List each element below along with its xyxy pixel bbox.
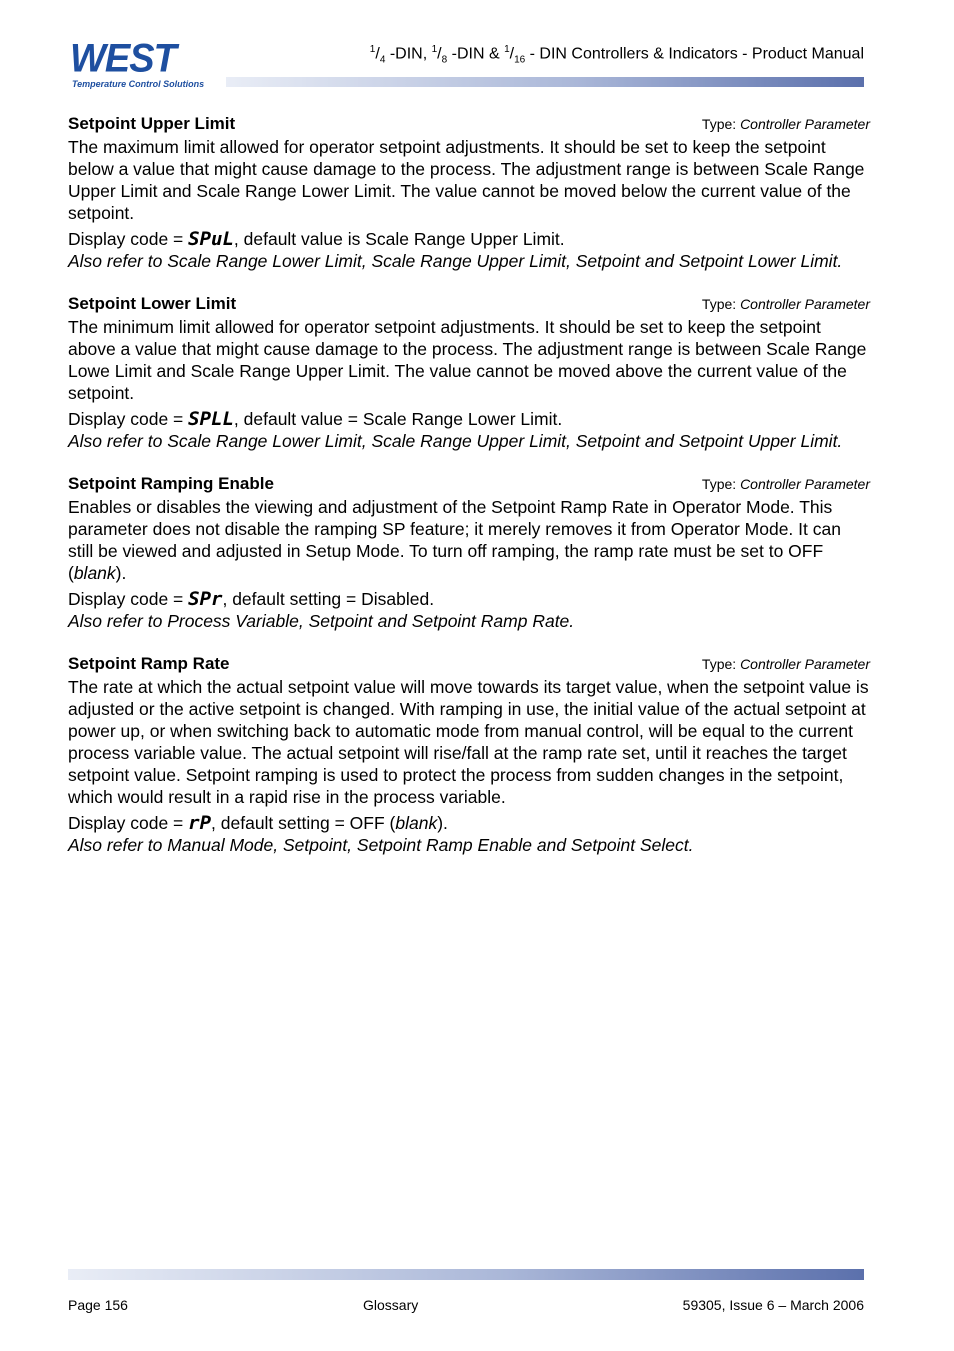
type-label: Type: xyxy=(701,476,741,492)
entry-setpoint-upper-limit xyxy=(68,114,870,272)
entry-display-code xyxy=(68,408,870,430)
display-code-glyph: SPr xyxy=(188,588,223,610)
entry-refer: Also refer to Scale Range Lower Limit, Scale Range Upper Limit, Setpoint and Setpoint Lower Limit. xyxy=(68,251,843,271)
entry-title: Setpoint Lower Limit xyxy=(68,294,237,313)
entry-refer: Also refer to Process Variable, Setpoint and Setpoint Ramp Rate. xyxy=(68,611,575,631)
entry-header xyxy=(68,474,870,496)
display-code-glyph: rP xyxy=(188,812,212,834)
entry-refer: Also refer to Manual Mode, Setpoint, Setpoint Ramp Enable and Setpoint Select. xyxy=(68,835,694,855)
body-end: ). xyxy=(115,563,127,583)
entry-header xyxy=(68,114,870,136)
display-suffix: , default value is Scale Range Upper Limit. xyxy=(233,229,565,249)
display-suffix: , default setting = Disabled. xyxy=(222,589,435,609)
entry-body: The maximum limit allowed for operator setpoint adjustments. It should be set to keep the setpoint below a value that might cause damage to the process. The adjustment range is between Scale Range Upper Limit and Scale Range Lower Limit. The value cannot be moved below the current value of the setpoint. xyxy=(68,137,865,223)
footer-band xyxy=(68,1269,864,1280)
title-text-2: -DIN & xyxy=(447,45,505,63)
type-label: Type: xyxy=(701,116,741,132)
display-code-glyph: SPuL xyxy=(188,228,234,250)
display-prefix: Display code = xyxy=(68,229,189,249)
entry-type xyxy=(702,116,870,132)
title-text-3: - DIN Controllers & Indicators - Product Manual xyxy=(525,45,864,63)
display-prefix: Display code = xyxy=(68,813,189,833)
frac-den-2: 8 xyxy=(441,54,448,66)
entry-title: Setpoint Upper Limit xyxy=(68,114,236,133)
entry-setpoint-lower-limit xyxy=(68,294,870,452)
type-label: Type: xyxy=(701,296,741,312)
entry-type xyxy=(702,296,870,312)
manual-title: $^1/_4$ -DIN, $^1/_8$ -DIN & $^1/_{16}$ - DIN Controllers & Indicators - Product Manual xyxy=(369,44,864,66)
title-text-1: -DIN, xyxy=(385,45,432,63)
display-prefix: Display code = xyxy=(68,589,189,609)
frac-num-1: 1 xyxy=(369,44,376,55)
entry-display-code xyxy=(68,228,870,250)
entry-setpoint-ramp-rate xyxy=(68,654,870,856)
display-code-glyph: SPLL xyxy=(188,408,234,430)
display-prefix: Display code = xyxy=(68,409,189,429)
entry-refer: Also refer to Scale Range Lower Limit, Scale Range Upper Limit, Setpoint and Setpoint Upper Limit. xyxy=(68,431,843,451)
body-text: Enables or disables the viewing and adjustment of the Setpoint Ramp Rate in Operator Mode. This parameter does not disable the ramping SP feature; it merely removes it from Operator Mode. It can still be viewed and adjusted in Setup Mode. To turn off ramping, the ramp rate must be set to OFF ( xyxy=(68,497,841,583)
display-suffix: , default setting = OFF ( xyxy=(211,813,396,833)
entry-type xyxy=(702,476,870,492)
glossary-content xyxy=(68,114,870,878)
header-band xyxy=(226,77,864,87)
entry-header xyxy=(68,294,870,316)
entry-body: The minimum limit allowed for operator setpoint adjustments. It should be set to keep the setpoint above a value that might cause damage to the process. The adjustment range is between Scale Range Lowe Limit and Scale Range Upper Limit. The value cannot be moved above the current value of the setpoint. xyxy=(68,317,867,403)
frac-den-1: 4 xyxy=(379,54,386,66)
entry-setpoint-ramping-enable xyxy=(68,474,870,632)
entry-display-code xyxy=(68,588,870,610)
entry-body xyxy=(68,496,870,584)
entry-title: Setpoint Ramp Rate xyxy=(68,654,230,673)
entry-display-code xyxy=(68,812,870,834)
frac-den-3: 16 xyxy=(514,54,526,66)
west-logo xyxy=(70,36,226,90)
footer-section: Glossary xyxy=(363,1297,419,1313)
display-end: ). xyxy=(437,813,448,833)
display-italic: blank xyxy=(395,813,438,833)
entry-title: Setpoint Ramping Enable xyxy=(68,474,274,493)
document-issue: 59305, Issue 6 – March 2006 xyxy=(682,1297,864,1313)
entry-header xyxy=(68,654,870,676)
frac-num-2: 1 xyxy=(431,44,438,55)
type-label: Type: xyxy=(701,656,741,672)
body-italic: blank xyxy=(73,563,116,583)
type-value: Controller Parameter xyxy=(740,296,870,312)
type-value: Controller Parameter xyxy=(740,656,870,672)
logo-wordmark: WEST xyxy=(70,36,176,82)
type-value: Controller Parameter xyxy=(740,116,870,132)
display-suffix: , default value = Scale Range Lower Limit. xyxy=(233,409,563,429)
type-value: Controller Parameter xyxy=(740,476,870,492)
page-number: Page 156 xyxy=(68,1297,128,1313)
frac-num-3: 1 xyxy=(504,44,510,55)
entry-body: The rate at which the actual setpoint value will move towards its target value, when the setpoint value is adjusted or the active setpoint is changed. With ramping in use, the initial value of the actual setpoint at power up, or when switching back to automatic mode from manual control, will be equal to the current process variable value. The actual setpoint will rise/fall at the ramp rate set, until it reaches the target setpoint value. Setpoint ramping is used to protect the process from sudden changes in the setpoint, which would result in a rapid rise in the process variable. xyxy=(68,677,869,807)
logo-tagline: Temperature Control Solutions xyxy=(72,79,205,89)
entry-type xyxy=(702,656,870,672)
